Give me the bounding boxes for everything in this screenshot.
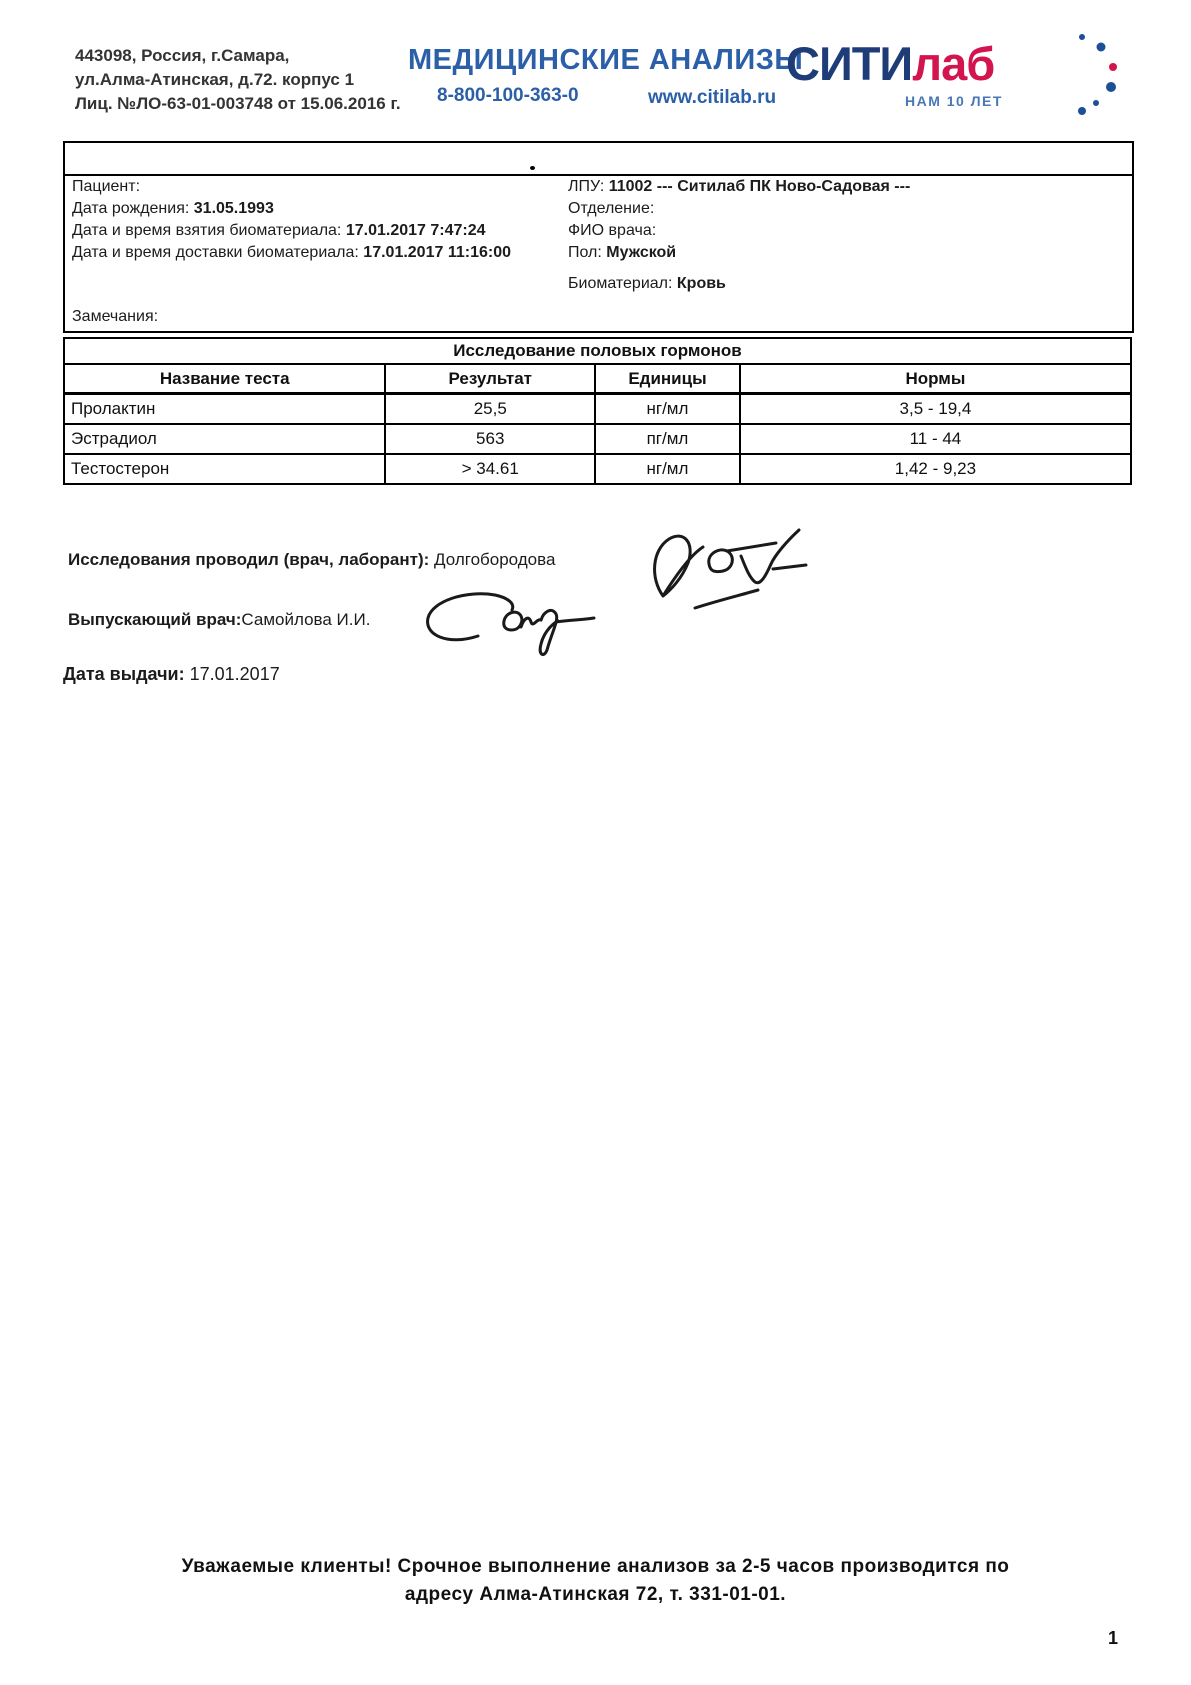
test-norm: 1,42 - 9,23 bbox=[740, 454, 1131, 484]
test-name: Тестостерон bbox=[64, 454, 385, 484]
results-table bbox=[63, 337, 1132, 485]
col-header-result: Результат bbox=[385, 364, 595, 394]
doctor-row bbox=[568, 220, 910, 242]
delivery-time-label: Дата и время доставки биоматериала: bbox=[72, 244, 359, 261]
page-title: МЕДИЦИНСКИЕ АНАЛИЗЫ bbox=[408, 44, 804, 76]
patient-info-box bbox=[63, 141, 1134, 333]
website-link[interactable]: www.citilab.ru bbox=[648, 87, 777, 108]
col-header-test-name: Название теста bbox=[64, 364, 385, 394]
lpu-value: 11002 --- Ситилаб ПК Ново-Садовая --- bbox=[608, 178, 911, 195]
patient-label: Пациент: bbox=[72, 178, 141, 195]
biomaterial-row bbox=[568, 275, 726, 293]
issue-date-value: 17.01.2017 bbox=[189, 664, 280, 684]
test-units: нг/мл bbox=[595, 454, 740, 484]
test-units: нг/мл bbox=[595, 394, 740, 425]
page-number: 1 bbox=[1108, 1628, 1119, 1648]
delivery-time-row bbox=[72, 242, 511, 264]
birthdate-row bbox=[72, 198, 511, 220]
phone-number: 8-800-100-363-0 bbox=[437, 85, 579, 106]
patient-info-right bbox=[568, 176, 910, 264]
lpu-row bbox=[568, 176, 910, 198]
lab-address bbox=[75, 44, 401, 116]
lpu-label: ЛПУ: bbox=[568, 178, 605, 195]
sex-value: Мужской bbox=[606, 244, 677, 261]
issue-date-line bbox=[63, 664, 280, 685]
logo-text-lab: лаб bbox=[912, 37, 995, 90]
collection-time-row bbox=[72, 220, 511, 242]
footer-notice-line-2: адресу Алма-Атинская 72, т. 331-01-01. bbox=[404, 1584, 787, 1605]
issue-date-label: Дата выдачи: bbox=[63, 664, 185, 684]
department-row bbox=[568, 198, 910, 220]
scan-dot-artifact bbox=[530, 166, 535, 170]
test-name: Пролактин bbox=[64, 394, 385, 425]
table-section-title-row bbox=[64, 338, 1131, 364]
performed-by-name: Долгобородова bbox=[434, 550, 556, 569]
box-top-strip bbox=[65, 143, 1132, 176]
section-title: Исследование половых гормонов bbox=[64, 338, 1131, 364]
collection-time-label: Дата и время взятия биоматериала: bbox=[72, 222, 342, 239]
test-units: пг/мл bbox=[595, 424, 740, 454]
table-row bbox=[64, 424, 1131, 454]
table-row bbox=[64, 454, 1131, 484]
logo-dots-icon bbox=[1068, 28, 1130, 122]
col-header-norms: Нормы bbox=[740, 364, 1131, 394]
releasing-doctor-line bbox=[68, 610, 370, 630]
biomaterial-value: Кровь bbox=[676, 275, 726, 292]
performed-by-label: Исследования проводил (врач, лаборант): bbox=[68, 550, 430, 569]
birthdate-label: Дата рождения: bbox=[72, 200, 190, 217]
birthdate-value: 31.05.1993 bbox=[193, 200, 274, 217]
logo-text-citi: СИТИ bbox=[786, 37, 913, 90]
test-result: > 34.61 bbox=[385, 454, 595, 484]
performed-by-line bbox=[68, 550, 555, 570]
patient-info-left bbox=[72, 176, 511, 264]
citilab-logo bbox=[786, 36, 994, 91]
address-line-3: Лиц. №ЛО-63-01-003748 от 15.06.2016 г. bbox=[75, 94, 401, 113]
table-header-row bbox=[64, 364, 1131, 394]
footer-notice bbox=[0, 1553, 1191, 1609]
footer-notice-line-1: Уважаемые клиенты! Срочное выполнение анализов за 2-5 часов производится по bbox=[181, 1556, 1010, 1577]
test-norm: 11 - 44 bbox=[740, 424, 1131, 454]
signature-performed-icon bbox=[645, 526, 810, 618]
test-name: Эстрадиол bbox=[64, 424, 385, 454]
logo-tagline: НАМ 10 ЛЕТ bbox=[905, 93, 1003, 109]
releasing-doctor-name: Самойлова И.И. bbox=[241, 610, 371, 629]
col-header-units: Единицы bbox=[595, 364, 740, 394]
signature-releasing-icon bbox=[416, 578, 598, 660]
sex-label: Пол: bbox=[568, 244, 602, 261]
releasing-doctor-label: Выпускающий врач: bbox=[68, 610, 242, 629]
doctor-label: ФИО врача: bbox=[568, 222, 657, 239]
collection-time-value: 17.01.2017 7:47:24 bbox=[345, 222, 486, 239]
patient-row bbox=[72, 176, 511, 198]
biomaterial-label: Биоматериал: bbox=[568, 275, 673, 292]
test-result: 25,5 bbox=[385, 394, 595, 425]
remarks-label: Замечания: bbox=[72, 308, 159, 325]
sex-row bbox=[568, 242, 910, 264]
delivery-time-value: 17.01.2017 11:16:00 bbox=[363, 244, 511, 261]
address-line-1: 443098, Россия, г.Самара, bbox=[75, 46, 290, 65]
department-label: Отделение: bbox=[568, 200, 655, 217]
test-result: 563 bbox=[385, 424, 595, 454]
address-line-2: ул.Алма-Атинская, д.72. корпус 1 bbox=[75, 70, 355, 89]
table-row bbox=[64, 394, 1131, 425]
test-norm: 3,5 - 19,4 bbox=[740, 394, 1131, 425]
